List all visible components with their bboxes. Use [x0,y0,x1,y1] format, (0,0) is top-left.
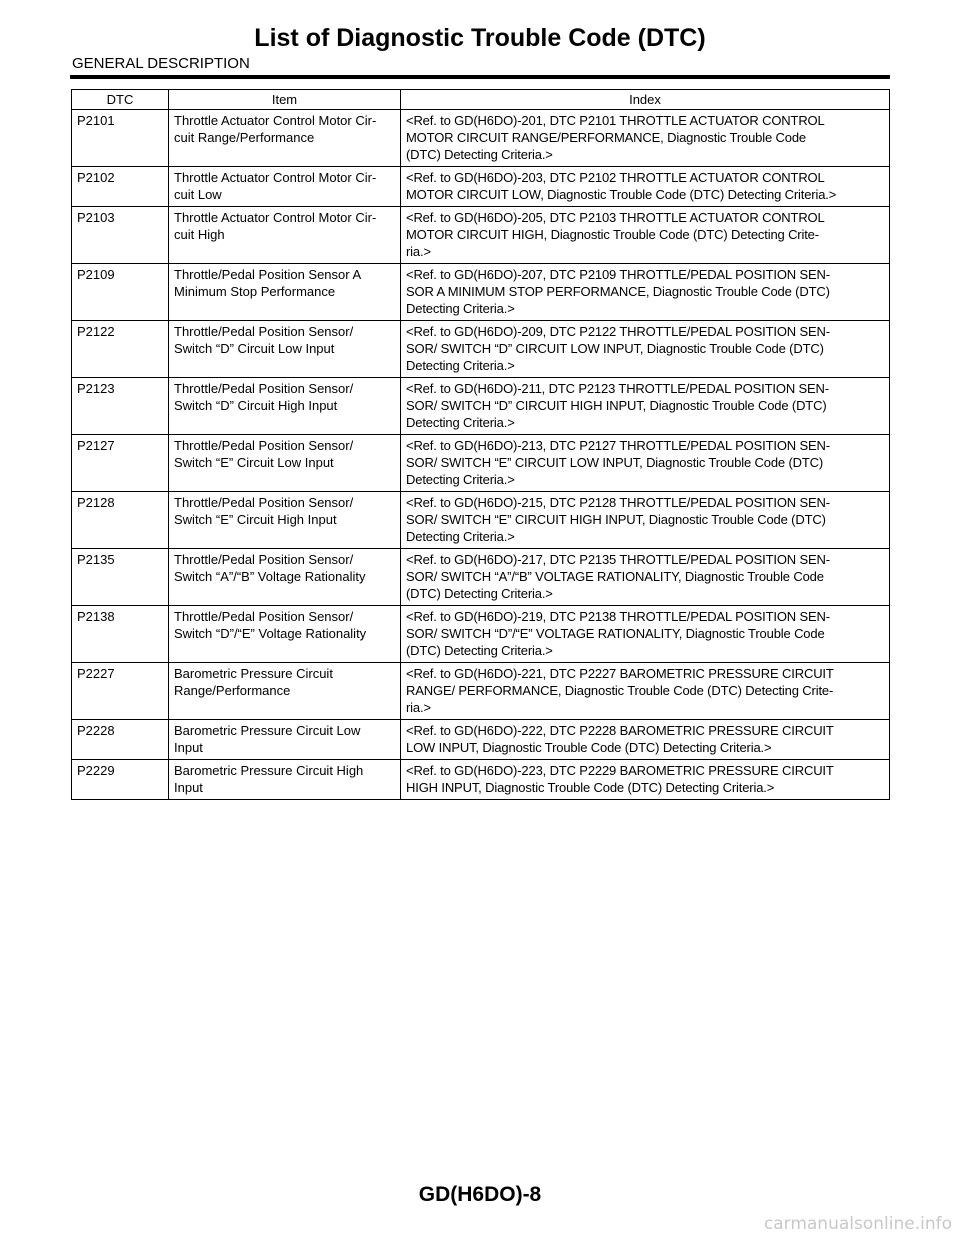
dtc-code: P2227 [72,663,169,720]
table-row [72,264,890,321]
dtc-code: P2103 [72,207,169,264]
table-row [72,378,890,435]
dtc-item-line-1: Throttle Actuator Control Motor Cir- [174,210,377,225]
dtc-code: P2135 [72,549,169,606]
dtc-code: P2128 [72,492,169,549]
dtc-item-line-2: Minimum Stop Performance [174,284,336,299]
dtc-item [169,760,401,800]
dtc-index-reference: <Ref. to GD(H6DO)-207, DTC P2109 THROTTLE/PEDAL POSITION SEN- SOR A MINIMUM STOP PERFORMANCE, Diagnostic Trouble Code (DTC) Detecting Criteria.> [401,264,890,321]
table-row [72,760,890,800]
dtc-index-reference: <Ref. to GD(H6DO)-217, DTC P2135 THROTTLE/PEDAL POSITION SEN- SOR/ SWITCH “A”/“B” VOLTAGE RATIONALITY, Diagnostic Trouble Code (DTC) Detecting Criteria.> [401,549,890,606]
dtc-item-line-1: Throttle/Pedal Position Sensor/ [174,495,354,510]
dtc-index-reference: <Ref. to GD(H6DO)-201, DTC P2101 THROTTLE ACTUATOR CONTROL MOTOR CIRCUIT RANGE/PERFORMANCE, Diagnostic Trouble Code (DTC) Detecting Criteria.> [401,110,890,167]
page-title: List of Diagnostic Trouble Code (DTC) [254,24,706,52]
table-row [72,207,890,264]
dtc-item-line-2: cuit Low [174,187,222,202]
dtc-index-reference: <Ref. to GD(H6DO)-219, DTC P2138 THROTTLE/PEDAL POSITION SEN- SOR/ SWITCH “D”/“E” VOLTAGE RATIONALITY, Diagnostic Trouble Code (DTC) Detecting Criteria.> [401,606,890,663]
table-row [72,321,890,378]
table-row [72,435,890,492]
dtc-code: P2101 [72,110,169,167]
table-row [72,110,890,167]
dtc-code: P2109 [72,264,169,321]
dtc-code: P2229 [72,760,169,800]
dtc-item-line-1: Throttle/Pedal Position Sensor/ [174,438,354,453]
dtc-index-reference: <Ref. to GD(H6DO)-203, DTC P2102 THROTTLE ACTUATOR CONTROL MOTOR CIRCUIT LOW, Diagnostic Trouble Code (DTC) Detecting Criteria.> [401,167,890,207]
dtc-table [71,89,890,800]
dtc-item-line-1: Throttle/Pedal Position Sensor A [174,267,362,282]
section-heading: GENERAL DESCRIPTION [72,55,250,72]
dtc-item-line-2: Input [174,740,203,755]
table-row [72,492,890,549]
dtc-index-reference: <Ref. to GD(H6DO)-211, DTC P2123 THROTTLE/PEDAL POSITION SEN- SOR/ SWITCH “D” CIRCUIT HIGH INPUT, Diagnostic Trouble Code (DTC) Detecting Criteria.> [401,378,890,435]
dtc-code: P2228 [72,720,169,760]
table-row [72,663,890,720]
dtc-code: P2138 [72,606,169,663]
dtc-item [169,606,401,663]
dtc-item-line-2: Range/Performance [174,683,291,698]
dtc-code: P2102 [72,167,169,207]
table-row [72,549,890,606]
dtc-index-reference: <Ref. to GD(H6DO)-213, DTC P2127 THROTTLE/PEDAL POSITION SEN- SOR/ SWITCH “E” CIRCUIT LOW INPUT, Diagnostic Trouble Code (DTC) Detecting Criteria.> [401,435,890,492]
table-row [72,606,890,663]
dtc-item-line-1: Throttle Actuator Control Motor Cir- [174,170,377,185]
dtc-item-line-1: Throttle/Pedal Position Sensor/ [174,324,354,339]
dtc-item-line-1: Throttle/Pedal Position Sensor/ [174,609,354,624]
dtc-code: P2122 [72,321,169,378]
dtc-code: P2127 [72,435,169,492]
dtc-item [169,378,401,435]
dtc-item-line-1: Throttle Actuator Control Motor Cir- [174,113,377,128]
dtc-item [169,492,401,549]
dtc-index-reference: <Ref. to GD(H6DO)-223, DTC P2229 BAROMETRIC PRESSURE CIRCUIT HIGH INPUT, Diagnostic Trouble Code (DTC) Detecting Criteria.> [401,760,890,800]
dtc-item [169,549,401,606]
dtc-item-line-2: cuit High [174,227,225,242]
page-number: GD(H6DO)-8 [418,1183,542,1206]
dtc-item-line-2: Switch “D” Circuit Low Input [174,341,335,356]
dtc-index-reference: <Ref. to GD(H6DO)-221, DTC P2227 BAROMETRIC PRESSURE CIRCUIT RANGE/ PERFORMANCE, Diagnostic Trouble Code (DTC) Detecting Crite- ria.> [401,663,890,720]
dtc-item [169,435,401,492]
dtc-item-line-2: cuit Range/Performance [174,130,315,145]
dtc-item-line-2: Switch “D”/“E” Voltage Rationality [174,626,367,641]
dtc-index-reference: <Ref. to GD(H6DO)-209, DTC P2122 THROTTLE/PEDAL POSITION SEN- SOR/ SWITCH “D” CIRCUIT LOW INPUT, Diagnostic Trouble Code (DTC) Detecting Criteria.> [401,321,890,378]
dtc-index-reference: <Ref. to GD(H6DO)-222, DTC P2228 BAROMETRIC PRESSURE CIRCUIT LOW INPUT, Diagnostic Trouble Code (DTC) Detecting Criteria.> [401,720,890,760]
column-header-index: Index [401,90,890,110]
dtc-item [169,207,401,264]
dtc-item [169,264,401,321]
dtc-item [169,321,401,378]
dtc-item-line-1: Throttle/Pedal Position Sensor/ [174,552,354,567]
watermark: carmanualsonline.info [763,1214,952,1234]
column-header-dtc: DTC [72,90,169,110]
table-row [72,720,890,760]
column-header-item: Item [169,90,401,110]
dtc-item-line-1: Barometric Pressure Circuit Low [174,723,361,738]
dtc-item [169,720,401,760]
dtc-item-line-2: Switch “E” Circuit Low Input [174,455,334,470]
dtc-item-line-2: Switch “D” Circuit High Input [174,398,338,413]
dtc-item-line-2: Switch “A”/“B” Voltage Rationality [174,569,366,584]
dtc-item [169,110,401,167]
table-header-row [72,90,890,110]
dtc-code: P2123 [72,378,169,435]
header-rule [70,75,890,79]
table-row [72,167,890,207]
dtc-index-reference: <Ref. to GD(H6DO)-215, DTC P2128 THROTTLE/PEDAL POSITION SEN- SOR/ SWITCH “E” CIRCUIT HIGH INPUT, Diagnostic Trouble Code (DTC) Detecting Criteria.> [401,492,890,549]
dtc-item-line-2: Input [174,780,203,795]
dtc-item-line-2: Switch “E” Circuit High Input [174,512,337,527]
dtc-item-line-1: Barometric Pressure Circuit High [174,763,364,778]
dtc-item [169,663,401,720]
dtc-index-reference: <Ref. to GD(H6DO)-205, DTC P2103 THROTTLE ACTUATOR CONTROL MOTOR CIRCUIT HIGH, Diagnostic Trouble Code (DTC) Detecting Crite- ria.> [401,207,890,264]
table-body [72,110,890,800]
dtc-item-line-1: Barometric Pressure Circuit [174,666,333,681]
dtc-item [169,167,401,207]
dtc-item-line-1: Throttle/Pedal Position Sensor/ [174,381,354,396]
